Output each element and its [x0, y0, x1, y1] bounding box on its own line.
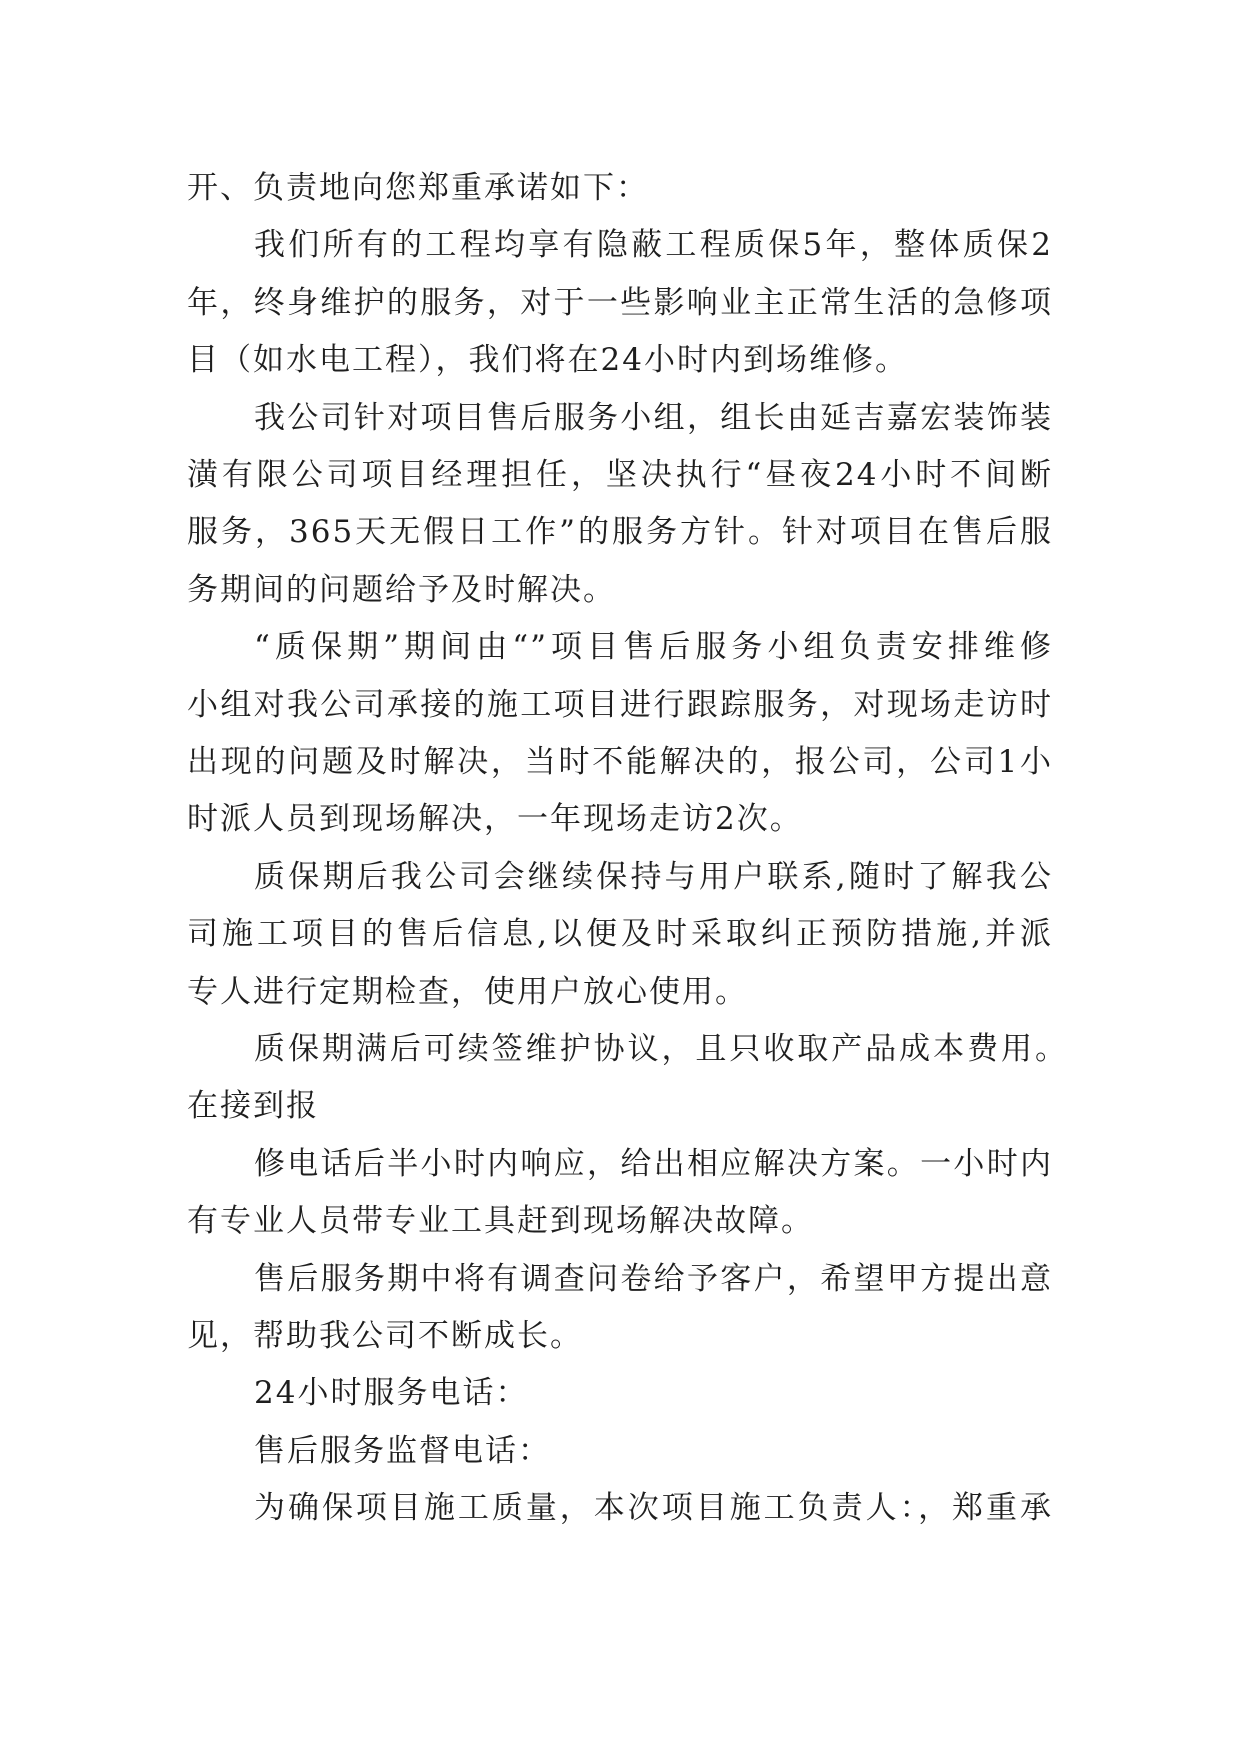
- text-line: 务期间的问题给予及时解决。: [187, 572, 616, 608]
- text-line: “质保期”期间由“”项目售后服务小组负责安排维修: [254, 629, 1053, 665]
- text-line: 司施工项目的售后信息,以便及时采取纠正预防措施,并派: [187, 916, 1053, 952]
- text-line: 小组对我公司承接的施工项目进行跟踪服务，对现场走访时: [187, 687, 1053, 723]
- text-line: 开、负责地向您郑重承诺如下：: [187, 170, 649, 206]
- text-line: 有专业人员带专业工具赶到现场解决故障。: [187, 1203, 814, 1239]
- text-line: 潢有限公司项目经理担任，坚决执行“昼夜24小时不间断: [187, 457, 1053, 493]
- text-line: 修电话后半小时内响应，给出相应解决方案。一小时内: [254, 1146, 1053, 1182]
- text-line: 售后服务监督电话：: [254, 1433, 551, 1469]
- text-line: 目（如水电工程），我们将在24小时内到场维修。: [187, 342, 908, 378]
- text-line: 在接到报: [187, 1088, 319, 1124]
- text-line: 售后服务期中将有调查问卷给予客户，希望甲方提出意: [254, 1261, 1053, 1297]
- text-line: 专人进行定期检查，使用户放心使用。: [187, 974, 748, 1010]
- text-line: 见，帮助我公司不断成长。: [187, 1318, 583, 1354]
- text-line: 年，终身维护的服务，对于一些影响业主正常生活的急修项: [187, 285, 1053, 321]
- text-line: 质保期满后可续签维护协议，且只收取产品成本费用。: [254, 1031, 1068, 1067]
- text-line: 时派人员到现场解决，一年现场走访2次。: [187, 801, 803, 837]
- text-line: 我们所有的工程均享有隐蔽工程质保5年，整体质保2: [254, 227, 1053, 263]
- text-line: 出现的问题及时解决，当时不能解决的，报公司，公司1小: [187, 744, 1053, 780]
- text-line: 服务，365天无假日工作”的服务方针。针对项目在售后服: [187, 514, 1053, 550]
- text-line: 24小时服务电话：: [254, 1375, 529, 1411]
- text-line: 质保期后我公司会继续保持与用户联系,随时了解我公: [254, 859, 1053, 895]
- text-line: 我公司针对项目售后服务小组，组长由延吉嘉宏装饰装: [254, 400, 1053, 436]
- text-line: 为确保项目施工质量，本次项目施工负责人：，郑重承: [254, 1490, 1053, 1526]
